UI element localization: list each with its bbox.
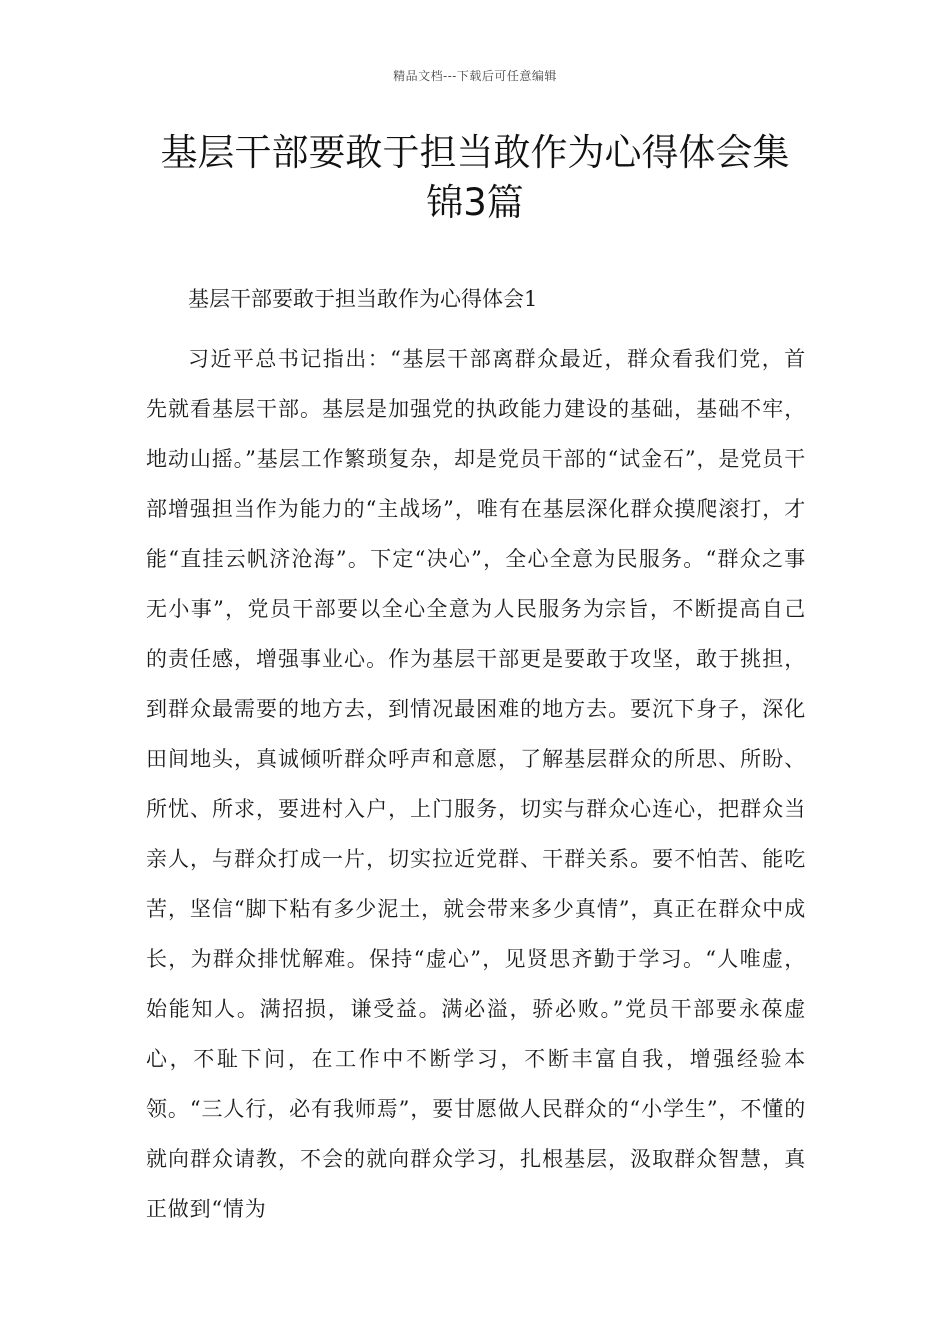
header-note: 精品文档---下载后可任意编辑 xyxy=(393,69,557,83)
body-paragraph: 习近平总书记指出：“基层干部离群众最近，群众看我们党，首先就看基层干部。基层是加强党的执政能力建设的基础，基础不牢，地动山摇。”基层工作繁琐复杂，却是党员干部的“试金石”，是党员干部增强担当作为能力的“主战场”，唯有在基层深化群众摸爬滚打，才能“直挂云帆济沧海”。下定“决心”，全心全意为民服务。“群众之事无小事”，党员干部要以全心全意为人民服务为宗旨，不断提高自己的责任感，增强事业心。作为基层干部更是要敢于攻坚，敢于挑担，到群众最需要的地方去，到情况最困难的地方去。要沉下身子，深化田间地头，真诚倾听群众呼声和意愿，了解基层群众的所思、所盼、所忧、所求，要进村入户，上门服务，切实与群众心连心，把群众当亲人，与群众打成一片，切实拉近党群、干群关系。要不怕苦、能吃苦，坚信“脚下粘有多少泥土，就会带来多少真情”，真正在群众中成长，为群众排忧解难。保持“虚心”，见贤思齐勤于学习。“人唯虚，始能知人。满招损，谦受益。满必溢，骄必败。”党员干部要永葆虚心，不耻下问，在工作中不断学习，不断丰富自我，增强经验本领。“三人行，必有我师焉”，要甘愿做人民群众的“小学生”，不懂的就向群众请教，不会的就向群众学习，扎根基层，汲取群众智慧，真正做到“情为 xyxy=(146,347,806,1221)
title-line-2: 锦3篇 xyxy=(426,181,524,224)
document-title xyxy=(140,128,810,228)
title-line-1: 基层干部要敢于担当敢作为心得体会集 xyxy=(160,131,790,174)
section-heading: 基层干部要敢于担当敢作为心得体会1 xyxy=(188,287,538,311)
